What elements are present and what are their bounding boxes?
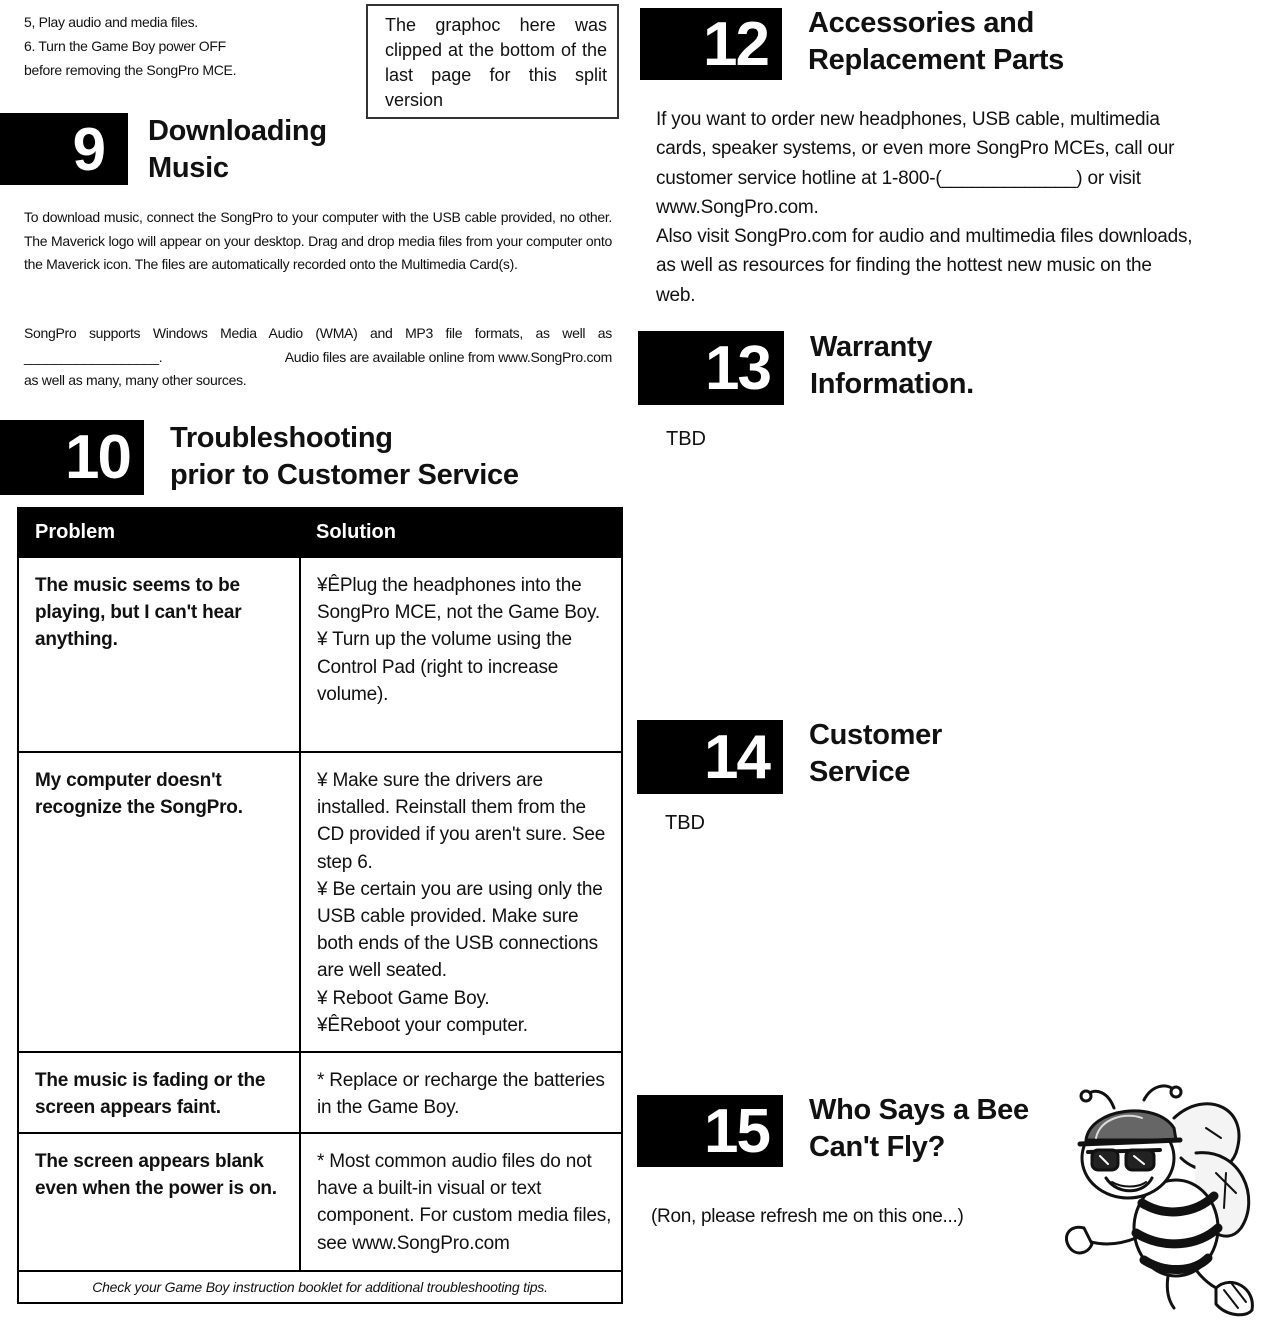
solution-cell [300,1052,622,1133]
section-12-badge [640,8,782,80]
top-steps [24,10,236,82]
col-solution-header: Solution [300,508,622,557]
section-15-number: 15 [704,1096,769,1166]
solution-cell [300,557,622,752]
section-9-badge [0,113,128,185]
section-14-title-line2: Service [809,756,911,788]
note-box [366,4,619,119]
section-14-body: TBD [665,812,705,834]
solution-item: ¥ÊReboot your computer. [317,1014,528,1036]
solution-item: ¥ Make sure the drivers are installed. Reinstall them from the CD provided if you aren't sure. See step 6. [317,770,606,873]
section-15-title-line1: Who Says a Bee [809,1094,1029,1126]
problem-cell: The screen appears blank even when the power is on. [18,1133,300,1271]
section-14-badge [637,720,783,794]
note-box-text: The graphoc here was clipped at the bottom of the last page for this split version [385,15,607,110]
table-footer: Check your Game Boy instruction booklet for additional troubleshooting tips. [18,1271,622,1303]
section-9-blank: __________________. [24,348,163,365]
section-10-badge [0,420,144,495]
table-header-row [18,508,622,557]
section-12-title-line1: Accessories and [808,7,1035,39]
table-row [18,557,622,752]
solution-item: * Most common audio files do not have a built-in visual or text component. For custom media files, see www.SongPro.com [317,1151,612,1254]
col-problem-header: Problem [18,508,300,557]
section-15-badge [637,1095,783,1167]
section-9-para2-line2: Audio files are available online from www.SongPro.com [284,348,612,365]
problem-cell: The music is fading or the screen appears faint. [18,1052,300,1133]
section-9-para2-line1: SongPro supports Windows Media Audio (WMA) and MP3 file formats, as well as [24,325,612,341]
section-15-body: (Ron, please refresh me on this one...) [651,1206,964,1227]
solution-item: * Replace or recharge the batteries in the Game Boy. [317,1070,605,1119]
section-9-title-line1: Downloading [148,115,327,147]
section-15-title-line2: Can't Fly? [809,1131,946,1163]
solution-cell [300,1133,622,1271]
section-12-title [808,5,1064,79]
solution-cell [300,752,622,1052]
section-12-body [656,105,1256,310]
section-12-line: cards, speaker systems, or even more SongPro MCEs, call our [656,138,1175,160]
section-14-title [809,717,942,791]
solution-item: ¥ Be certain you are using only the USB cable provided. Make sure both ends of the USB connections are well seated. [317,878,603,982]
table-row [18,1052,622,1133]
section-10-title-line1: Troubleshooting [170,422,393,454]
table-row [18,752,622,1052]
step-6: 6. Turn the Game Boy power OFF [24,38,226,54]
section-12-line: customer service hotline at 1-800-(_____________) or visit [656,167,1141,189]
solution-item: ¥ÊPlug the headphones into the SongPro MCE, not the Game Boy. [317,575,601,624]
problem-cell: My computer doesn't recognize the SongPro. [18,752,300,1052]
solution-item: ¥ Turn up the volume using the Control Pad (right to increase volume). [317,629,572,705]
section-13-body: TBD [666,428,706,450]
section-9-title-line2: Music [148,152,229,184]
table-footer-row [18,1271,622,1303]
section-12-line: If you want to order new headphones, USB cable, multimedia [656,109,1160,130]
section-9-paragraph-1: To download music, connect the SongPro to your computer with the USB cable provided, no other. The Maverick logo will appear on your desktop. Drag and drop media files from your computer onto the Maverick icon. The files are automatically recorded onto the Multimedia Card(s). [24,209,612,272]
problem-cell: The music seems to be playing, but I can't hear anything. [18,557,300,752]
section-13-title-line2: Information. [810,368,974,400]
section-12-line: www.SongPro.com. [656,196,819,218]
step-6-cont: before removing the SongPro MCE. [24,62,237,78]
section-13-badge [638,331,784,405]
section-12-line: as well as resources for finding the hottest new music on the [656,255,1152,277]
section-13-title-line1: Warranty [810,331,933,363]
section-9-title [148,113,327,187]
section-14-number: 14 [704,722,769,792]
section-12-line: web. [656,284,696,306]
section-10-title-line2: prior to Customer Service [170,459,519,491]
section-13-title [810,329,974,403]
section-9-number: 9 [72,115,106,183]
section-12-number: 12 [703,9,768,79]
section-10-title [170,420,519,494]
section-15-title [809,1092,1029,1166]
step-5: 5, Play audio and media files. [24,14,198,30]
section-9-paragraph-2 [24,322,612,393]
troubleshooting-table [17,507,623,1304]
section-12-line: Also visit SongPro.com for audio and multimedia files downloads, [656,226,1193,248]
solution-item: ¥ Reboot Game Boy. [317,987,490,1009]
table-row [18,1133,622,1271]
section-13-number: 13 [705,333,770,403]
section-14-title-line1: Customer [809,719,942,751]
bee-mascot-icon [1056,1078,1262,1318]
section-10-number: 10 [65,423,130,492]
section-12-title-line2: Replacement Parts [808,44,1065,76]
section-9-para2-line3: as well as many, many other sources. [24,372,247,388]
